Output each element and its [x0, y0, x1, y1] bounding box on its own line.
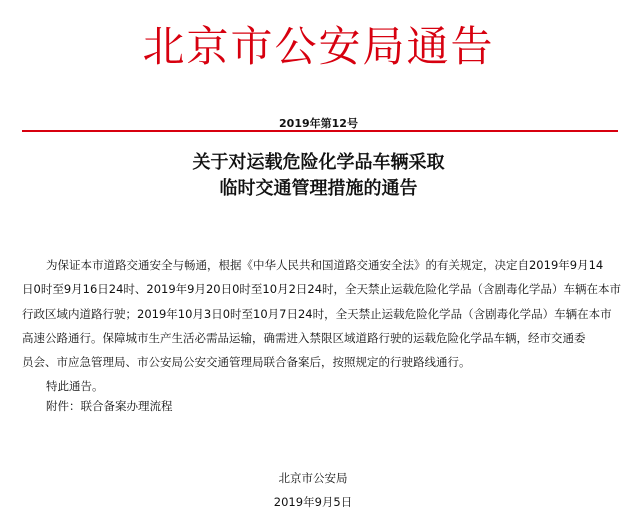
body-line-2: 日0时至9月16日24时、2019年9月20日0时至10月2日24时，全天禁止运载危险化学品（含剧毒化学品）车辆在本市: [22, 282, 622, 297]
notice-title-line-1: 关于对运载危险化学品车辆采取: [192, 152, 445, 173]
issuer-name: 北京市公安局: [278, 471, 348, 485]
notice-title: [0, 150, 637, 202]
masthead-title: 北京市公安局通告: [142, 22, 495, 71]
attachment-note: 附件：联合备案办理流程: [46, 399, 173, 413]
body-line-3: 行政区域内道路行驶；2019年10月3日0时至10月7日24时，全天禁止运载危险化学品（含剧毒化学品）车辆在本市: [22, 306, 612, 321]
notice-title-line-2: 临时交通管理措施的通告: [219, 178, 418, 199]
red-divider-line: [22, 130, 618, 132]
issue-date: 2019年9月5日: [273, 495, 353, 509]
body-paragraph: [22, 253, 622, 374]
notice-body: [22, 253, 622, 399]
body-line-4: 高速公路通行。保障城市生产生活必需品运输，确需进入禁限区域道路行驶的运载危险化学品车辆，经市交通委: [22, 330, 586, 345]
document-number: 2019年第12号: [279, 117, 358, 130]
body-line-1: 为保证本市道路交通安全与畅通，根据《中华人民共和国道路交通安全法》的有关规定，决定自2019年9月14: [46, 258, 604, 272]
closing-statement: 特此通告。: [46, 379, 104, 394]
body-line-5: 员会、市应急管理局、市公安局公安交通管理局联合备案后，按照规定的行驶路线通行。: [22, 355, 471, 370]
signoff-block: [248, 466, 378, 514]
